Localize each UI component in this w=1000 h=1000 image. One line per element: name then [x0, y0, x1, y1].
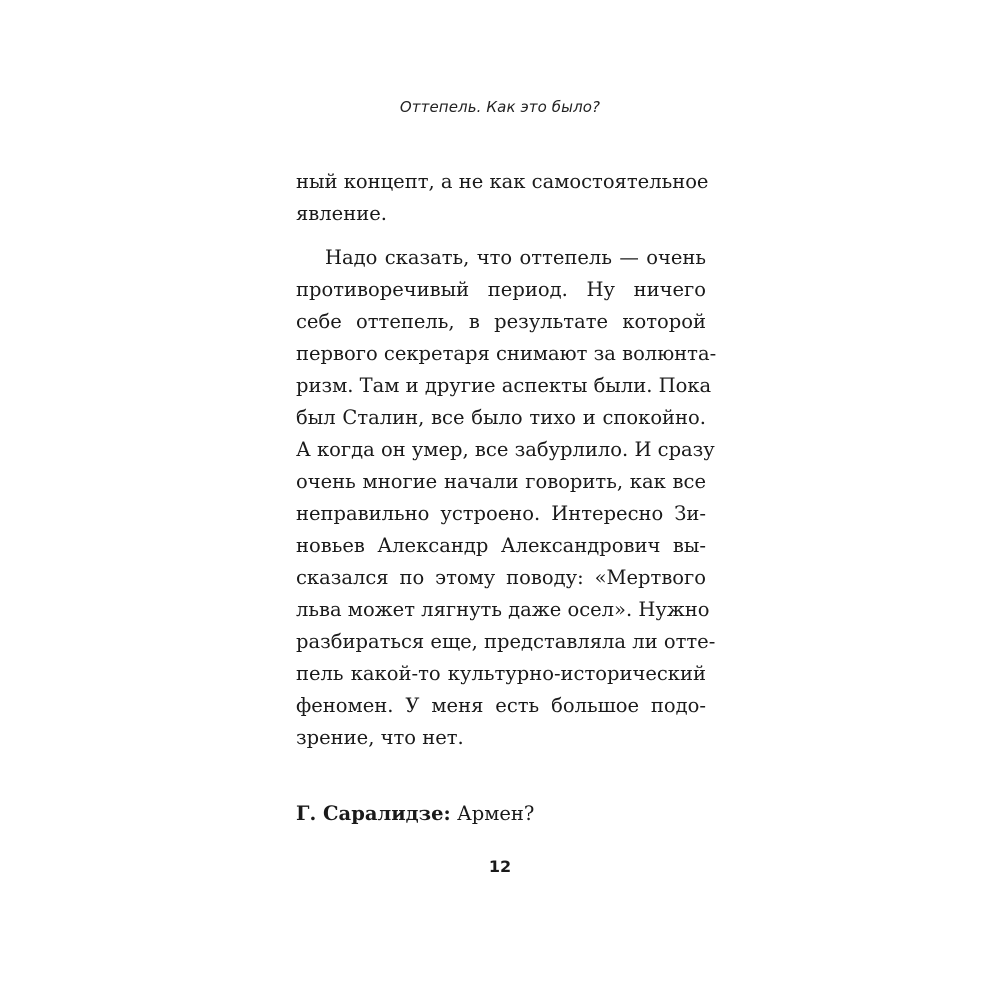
- text-line: противоречивый период. Ну ничего: [296, 278, 706, 301]
- dialogue-line: [296, 798, 534, 830]
- text-line: первого секретаря снимают за волюнта-: [296, 342, 717, 365]
- paragraph-gap: [296, 230, 706, 242]
- text-line: неправильно устроено. Интересно Зи-: [296, 502, 706, 525]
- text-line: Надо сказать, что оттепель — очень: [325, 246, 706, 269]
- text-line: явление.: [296, 202, 387, 225]
- speaker-name: Г. Саралидзе:: [296, 802, 451, 825]
- text-line: феномен. У меня есть большое подо-: [296, 694, 706, 717]
- text-line: очень многие начали говорить, как все: [296, 470, 706, 493]
- text-line: себе оттепель, в результате которой: [296, 310, 706, 333]
- text-line: сказался по этому поводу: «Мертвого: [296, 566, 706, 589]
- text-line: зрение, что нет.: [296, 726, 464, 749]
- text-line: был Сталин, все было тихо и спокойно.: [296, 406, 706, 429]
- dialogue-text: Армен?: [456, 802, 535, 825]
- running-head: Оттепель. Как это было?: [399, 98, 601, 116]
- page-number: 12: [488, 857, 512, 876]
- text-line: А когда он умер, все забурлило. И сразу: [296, 438, 715, 461]
- text-line: пель какой-то культурно-исторический: [296, 662, 706, 685]
- body-text: [296, 166, 717, 754]
- text-line: новьев Александр Александрович вы-: [296, 534, 706, 557]
- paragraph: [296, 242, 717, 754]
- text-line: разбираться еще, представляла ли отте-: [296, 630, 716, 653]
- text-line: ный концепт, а не как самостоятельное: [296, 170, 709, 193]
- text-line: льва может лягнуть даже осел». Нужно: [296, 598, 710, 621]
- paragraph: [296, 166, 709, 230]
- text-line: ризм. Там и другие аспекты были. Пока: [296, 374, 712, 397]
